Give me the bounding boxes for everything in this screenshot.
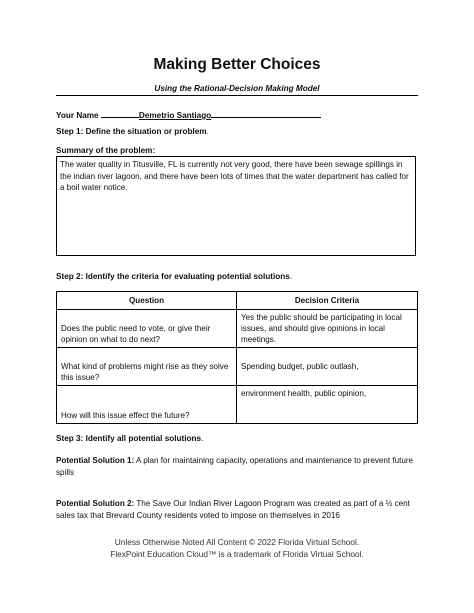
summary-text: The water quality in Titusville, FL is currently not very good, there have been sewage spillings in the indian river lagoon, and there have been lots of times that the water department has called for a boil water notice. <box>60 160 409 192</box>
header-decision-criteria: Decision Criteria <box>237 292 418 310</box>
step2-label: Step 2: Identify the criteria for evaluating potential solutions <box>56 272 290 281</box>
solution1-text: A plan for maintaining capacity, operations and maintenance to prevent future spills <box>56 456 414 477</box>
solution2-paragraph <box>56 498 418 521</box>
solution2-text: The Save Our Indian River Lagoon Program was created as part of a ½ cent sales tax that Brevard County residents voted to impose on themselves in 2016 <box>56 499 410 520</box>
step3-period: . <box>201 434 204 443</box>
name-value: Demetrio Santiago <box>138 111 212 120</box>
step3-label: Step 3: Identify all potential solutions <box>56 434 202 443</box>
footer-copyright: Unless Otherwise Noted All Content © 2022 Florida Virtual School. <box>114 537 360 547</box>
table-header-row <box>57 292 418 310</box>
name-underline-left <box>101 109 139 118</box>
page-title: Making Better Choices <box>153 56 321 73</box>
solution1-paragraph <box>56 455 418 478</box>
name-underline-right <box>211 109 321 118</box>
criteria-cell: environment health, public opinion, <box>237 386 418 424</box>
table-row <box>57 386 418 424</box>
table-row <box>57 310 418 348</box>
name-label: Your Name <box>56 111 99 120</box>
solution1-label: Potential Solution 1: <box>56 456 135 465</box>
solution2-label: Potential Solution 2: <box>56 499 135 508</box>
page-footer <box>0 537 474 560</box>
summary-box <box>56 156 416 256</box>
question-cell: Does the public need to vote, or give their opinion on what to do next? <box>57 310 237 348</box>
question-cell: How will this issue effect the future? <box>57 386 237 424</box>
summary-label: Summary of the problem: <box>56 146 156 155</box>
table-row <box>57 348 418 386</box>
page-subtitle: Using the Rational-Decision Making Model <box>56 84 418 96</box>
question-cell: What kind of problems might rise as they solve this issue? <box>57 348 237 386</box>
criteria-cell: Spending budget, public outlash, <box>237 348 418 386</box>
step1-heading <box>56 127 209 136</box>
header-question: Question <box>57 292 237 310</box>
name-row <box>56 109 321 120</box>
criteria-cell: Yes the public should be participating in local issues, and should give opinions in local meetings. <box>237 310 418 348</box>
step1-period: . <box>206 127 209 136</box>
criteria-table <box>56 291 418 424</box>
footer-trademark: FlexPoint Education Cloud™ is a trademark of Florida Virtual School. <box>110 548 364 559</box>
step3-heading <box>56 434 203 443</box>
step2-period: . <box>289 272 293 281</box>
step2-heading <box>56 272 292 281</box>
step1-label: Step 1: Define the situation or problem <box>56 127 207 136</box>
